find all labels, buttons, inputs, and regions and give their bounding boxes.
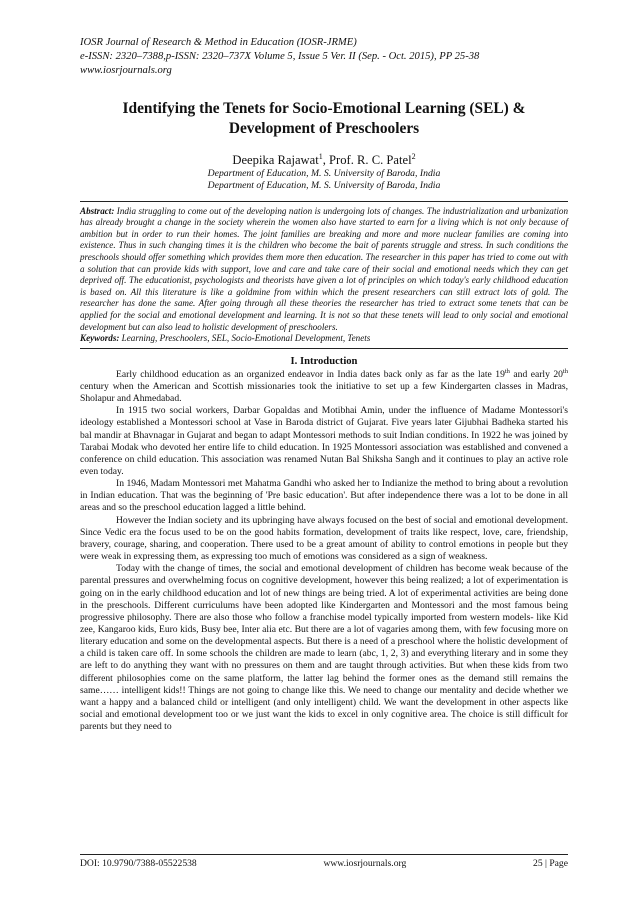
p1-text-a: Early childhood education as an organized endeavor in India dates back only as far as the late 19: [116, 368, 505, 380]
paragraph-3: In 1946, Madam Montessori met Mahatma Gandhi who asked her to Indianize the method to bring about a revolution in Indian education. That was the beginning of 'Pre basic education'. But after independence there was a lot to be done in all areas and so the preschool education lagged a little behind.: [80, 478, 568, 514]
p1-sup-2: th: [562, 367, 568, 375]
footer-rule: [80, 854, 568, 855]
footer-doi: DOI: 10.9790/7388-05522538: [80, 858, 197, 869]
footer-page-number: 25 | Page: [533, 858, 568, 869]
keywords-text: Learning, Preschoolers, SEL, Socio-Emotional Development, Tenets: [119, 333, 371, 344]
author-separator: ,: [322, 152, 330, 167]
keywords: [80, 333, 568, 345]
abstract-top-rule: [80, 201, 568, 202]
paragraph-5: Today with the change of times, the social and emotional development of children has become weak because of the parental pressures and overwhelming focus on cognitive development, however this being realized; a lot of experimentation is going on in the early childhood education and lot of new things are being tried. A lot of experimental activities are being done in the preschools. Different curriculums have been adopted like Kindergarten and Montessori and the most famous being progressive philosophy. There are also those who follow a franchise model typically imported from western models- like Kid zee, Kangaroo kids, Euro kids, Busy bee, Inter alia etc. But there are a lot of vagaries among them, with few focusing more on literary education and some on the developmental aspects. But there is a need of a preschool where the holistic development of a child is taken care off. In some schools the children are made to learn (abc, 1, 2, 3) and everything literary and in some they are left to do anything they want with no pressures on them and are taught through activities. But when these kids from two different philosophies come on the same platform, the latter lag behind the former ones as the demand still remains the same…… intelligent kids!! Things are not going to change like this. We need to change our mentality and decide whether we want a happy and a balanced child or intelligent (and only intelligent) child. We want the development in other aspects like social and emotional development too or we just want the kids to excel in only cognitive area. The choice is still difficult for parents but they need to: [80, 563, 568, 733]
keywords-label: Keywords:: [80, 333, 120, 344]
section-heading: I. Introduction: [290, 355, 358, 367]
paper-title: Identifying the Tenets for Socio-Emotional Learning (SEL) & Development of Preschoolers: [122, 99, 526, 137]
p1-text-c: century when the American and Scottish missionaries took the initiative to set up a few Kindergarten classes in Madras, Sholapur and Ahmedabad.: [80, 380, 568, 405]
abstract: [80, 206, 568, 334]
author-1-sup: 1: [318, 151, 323, 161]
author-line: [80, 149, 568, 168]
journal-website: www.iosrjournals.org: [80, 65, 172, 77]
page-footer: [80, 858, 568, 869]
affiliation-1: Department of Education, M. S. University of Baroda, India: [207, 167, 441, 179]
paragraph-4: However the Indian society and its upbringing have always focused on the best of social and emotional development. Since Vedic era the focus used to be on the good habits formation, development of traits like respect, love, care, friendship, bravery, courage, sharing, and cooperation. There used to be a great amount of ability to control emotions in people but they were weak in expressing them, as expressing too much of emotions was considered as a sign of weakness.: [80, 514, 568, 563]
p1-text-b: and early 20: [509, 368, 563, 380]
abstract-text: India struggling to come out of the developing nation is undergoing lots of changes. The industrialization and urbanization has already brought a change in the society wherein the women also have started to earn for a living which is not only because of ambition but in order to run their homes. The joint families are breaking and more and more nuclear families are coming into existence. Thus in such changing times it is the children who become the bait of parents struggle and stress. In such conditions the preschools should offer something which provides them more then education. The researcher in this paper has tried to come out with a solution that can provide kids with support, love and care and take care of their social and emotional needs which they can get deprived off. The educationist, psychologists and theorists have given a lot of principles on which today's early childhood education is based on. All this literature is like a goldmine from within which the present researchers can still extract lots of gold. The researcher has done the same. After going through all these theories the researcher has tried to extract some tenets that can be applied for the social and emotional development and learning. It is not so that these tenets will lead to only social and emotional development but can also lead to holistic development of preschoolers.: [80, 205, 568, 332]
affiliation-2: Department of Education, M. S. University of Baroda, India: [207, 180, 441, 192]
abstract-label: Abstract:: [80, 205, 115, 216]
footer-website: www.iosrjournals.org: [323, 858, 407, 869]
author-2-sup: 2: [411, 151, 416, 161]
abstract-bottom-rule: [80, 348, 568, 349]
journal-header: [80, 36, 568, 79]
author-1: Deepika Rajawat: [232, 152, 319, 167]
journal-name: IOSR Journal of Research & Method in Education (IOSR-JRME): [80, 37, 357, 48]
author-2: Prof. R. C. Patel: [329, 152, 412, 167]
issn-line: e-ISSN: 2320–7388,p-ISSN: 2320–737X Volume 5, Issue 5 Ver. II (Sep. - Oct. 2015), PP 25-38: [80, 51, 480, 63]
paragraph-1: [80, 369, 568, 405]
p1-sup-1: th: [504, 367, 510, 375]
paragraph-2: In 1915 two social workers, Darbar Gopaldas and Motibhai Amin, under the influence of Madame Montessori's ideology established a Montessori school at Vase in Baroda district of Gujarat. Five years later Gijubhai Badheka started his bal mandir at Bhavnagar in Gujarat and began to adapt Montessori methods to suit Indian conditions. In 1922 he was joined by Tarabai Modak who devoted her entire life to child education. In 1925 Montessori association was established and convened a conference on child education. This association was renamed Nutan Bal Shiksha Sangh and it continues to play an active role even today.: [80, 405, 568, 477]
